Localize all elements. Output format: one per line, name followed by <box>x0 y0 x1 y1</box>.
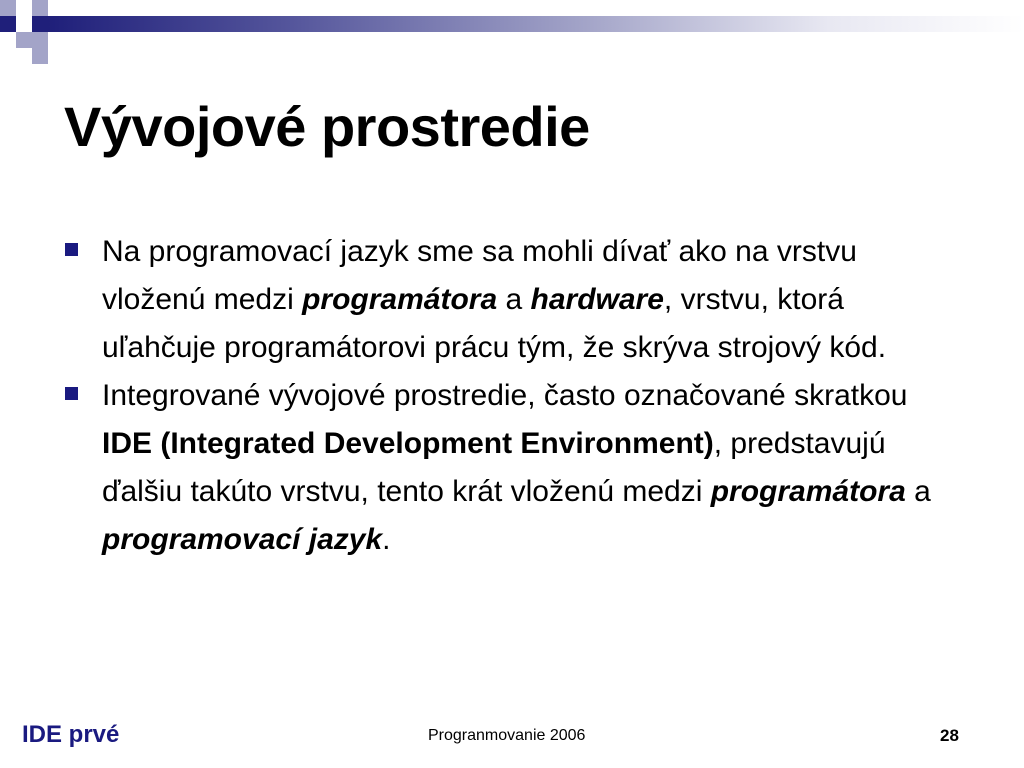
header-decoration <box>0 0 1024 62</box>
footer-label: IDE prvé <box>22 721 120 748</box>
footer-course: Progranmovanie 2006 <box>428 727 586 744</box>
slide-title: Vývojové prostredie <box>64 95 590 158</box>
page-number: 28 <box>940 726 959 745</box>
bullet-emphasis: hardware <box>530 283 664 316</box>
bullet-bold: IDE (Integrated Development Environment) <box>102 427 714 460</box>
bullet-text: , predstavujú ďalšiu takúto vrstvu, tento krát vloženú medzi <box>102 427 886 508</box>
decor-square <box>0 16 16 32</box>
decor-square <box>0 0 16 16</box>
decor-square <box>16 0 32 16</box>
decor-square <box>32 0 48 16</box>
square-bullet-icon <box>65 243 78 256</box>
header-gradient-bar <box>48 16 1024 32</box>
bullet-emphasis: programátora <box>302 283 498 316</box>
bullet-list <box>64 228 964 564</box>
square-bullet-icon <box>65 387 78 400</box>
decor-square <box>32 16 48 32</box>
bullet-emphasis: programovací jazyk <box>102 523 383 556</box>
bullet-text: Integrované vývojové prostredie, často označované skratkou <box>102 379 908 412</box>
bullet-item <box>64 228 964 372</box>
bullet-text: a <box>905 475 931 508</box>
decor-square <box>32 32 48 48</box>
decor-square <box>32 48 48 64</box>
decor-square <box>16 16 32 32</box>
bullet-emphasis: programátora <box>710 475 906 508</box>
bullet-text: , vrstvu, ktorá uľahčuje programátorovi prácu tým, že skrýva strojový kód. <box>102 283 887 364</box>
bullet-item <box>64 372 964 564</box>
decor-square <box>16 32 32 48</box>
bullet-text: Na programovací jazyk sme sa mohli dívať ako na vrstvu vloženú medzi <box>102 235 857 316</box>
decor-square <box>48 32 64 48</box>
bullet-text: . <box>382 523 391 556</box>
bullet-text: a <box>497 283 531 316</box>
